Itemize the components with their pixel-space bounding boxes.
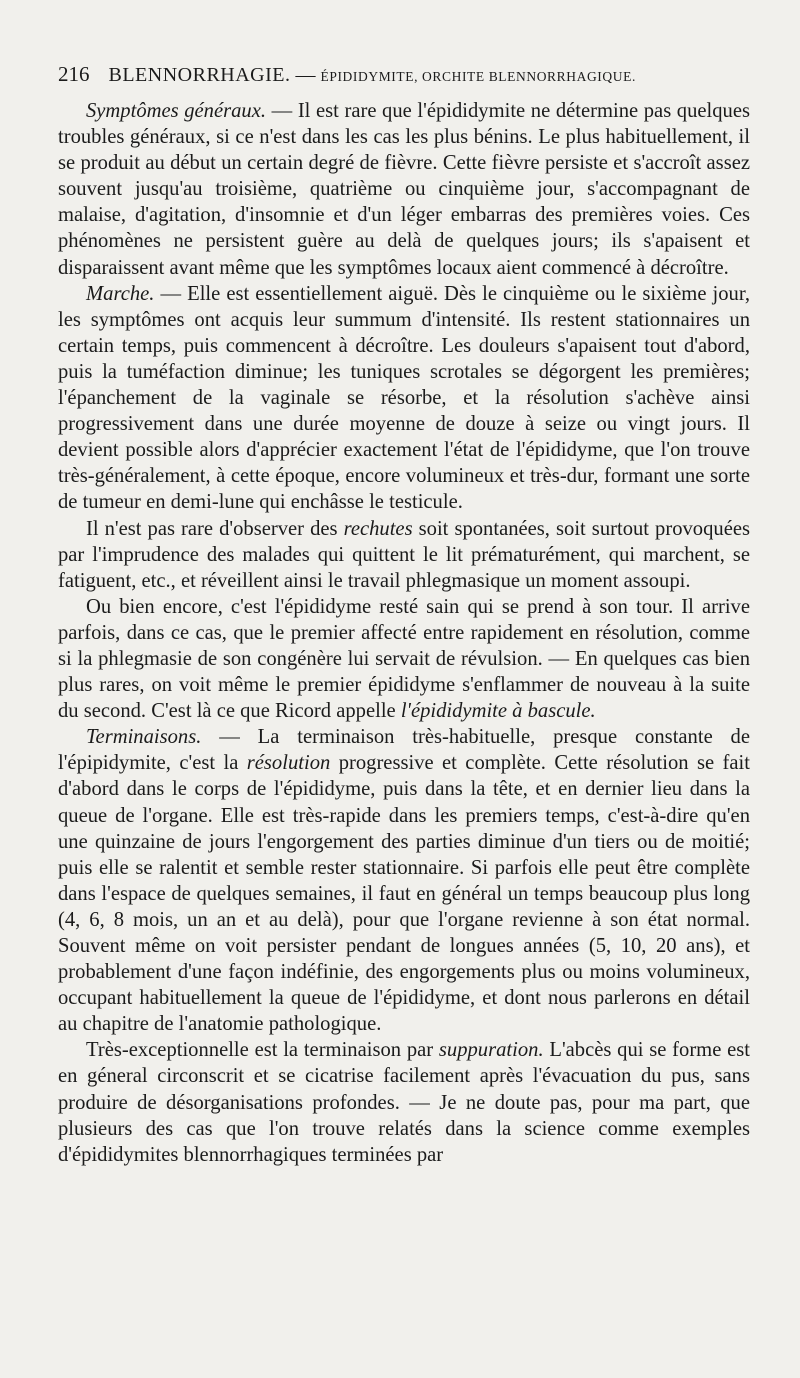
paragraph-suppuration: Très-exceptionnelle est la terminaison par suppuration. L'abcès qui se forme est en géneral circonscrit et se cicatrise facilement après l'évacuation du pus, sans produire de désorganisations profondes. — Je ne doute pas, pour ma part, que plusieurs des cas que l'on trouve relatés dans la science comme exemples d'épididymites blennorrhagiques terminées par [58, 1039, 750, 1166]
page-number: 216 [58, 62, 90, 86]
paragraph-terminaisons: Terminaisons. — La terminaison très-habituelle, presque constante de l'épipidymite, c'est la résolution progressive et complète. Cette résolution se fait d'abord dans le corps de l'épididyme, puis dans la tête, et en dernier lieu dans la queue de l'organe. Elle est très-rapide dans les premiers temps, c'est-à-dire qu'en une quinzaine de jours l'engorgement des parties diminue d'un tiers ou de moitié; puis elle se ralentit et semble rester stationnaire. Si parfois elle peut être complète dans l'espace de quelques semaines, il faut en général un temps beaucoup plus long (4, 6, 8 mois, un an et au delà), pour que l'organe revienne à son état normal. Souvent même on voit persister pendant de longues années (5, 10, 20 ans), et probablement d'une façon indéfinie, des engorgements plus ou moins volumineux, occupant habituellement la queue de l'épididyme, et dont nous parlerons en détail au chapitre de l'anatomie pathologique. [58, 726, 750, 1036]
emphasis: l'épididymite à bascule. [400, 700, 596, 723]
section-title: ÉPIDIDYMITE, ORCHITE BLENNORRHAGIQUE. [320, 69, 636, 84]
emphasis: rechutes [343, 517, 413, 540]
chapter-title: BLENNORRHAGIE. [108, 64, 291, 86]
paragraph-rechutes: Il n'est pas rare d'observer des rechutes soit spontanées, soit surtout provoquées par l'imprudence des malades qui quittent le lit prématurément, qui marchent, se fatiguent, etc., et réveillent ainsi le travail phlegmasique un moment assoupi. [58, 517, 750, 592]
paragraph-bascule: Ou bien encore, c'est l'épididyme resté sain qui se prend à son tour. Il arrive parfois, dans ce cas, que le premier affecté entre rapidement en résolution, comme si la phlegmasie de son congénère lui servait de révulsion. — En quelques cas bien plus rares, on voit même le premier épididyme s'enflammer de nouveau à la suite du second. C'est là ce que Ricord appelle l'épididymite à bascule. [58, 595, 750, 723]
header-dash: — [295, 64, 316, 86]
paragraph-marche: Marche. — Elle est essentiellement aiguë. Dès le cinquième ou le sixième jour, les symptômes ont acquis leur summum d'intensité. Ils restent stationnaires un certain temps, puis commencent à décroître. Les douleurs s'apaisent tout d'abord, puis la tuméfaction diminue; les tuniques scrotales se dégorgent les premières; l'épanchement de la vaginale se résorbe, et la résolution s'achève ainsi progressivement dans une durée moyenne de douze à seize ou vingt jours. Il devient possible alors d'apprécier exactement l'état de l'épididyme, que l'on trouve très-généralement, à cette époque, encore volumineux et très-dur, formant une sorte de tumeur en demi-lune qui enchâsse le testicule. [58, 282, 750, 514]
running-header [58, 62, 758, 87]
paragraph-heading: Symptômes généraux. [86, 100, 267, 122]
paragraph-heading: Marche. [86, 282, 155, 305]
page-body [58, 98, 750, 1168]
emphasis: résolution [246, 752, 331, 775]
paragraph-symptomes: Symptômes généraux. — Il est rare que l'épididymite ne détermine pas quelques troubles généraux, si ce n'est dans les cas les plus bénins. Le plus habituellement, il se produit au début un certain degré de fièvre. Cette fièvre persiste et s'accroît assez souvent jusqu'au troisième, quatrième ou cinquième jour, s'accompagnant de malaise, d'agitation, d'insomnie et d'un léger embarras des premières voies. Ces phénomènes ne persistent guère au delà de quelques jours; ils s'apaisent et disparaissent avant même que les symptômes locaux aient commencé à décroître. [58, 100, 751, 279]
paragraph-heading: Terminaisons. [86, 726, 202, 749]
emphasis: suppuration. [438, 1039, 544, 1062]
